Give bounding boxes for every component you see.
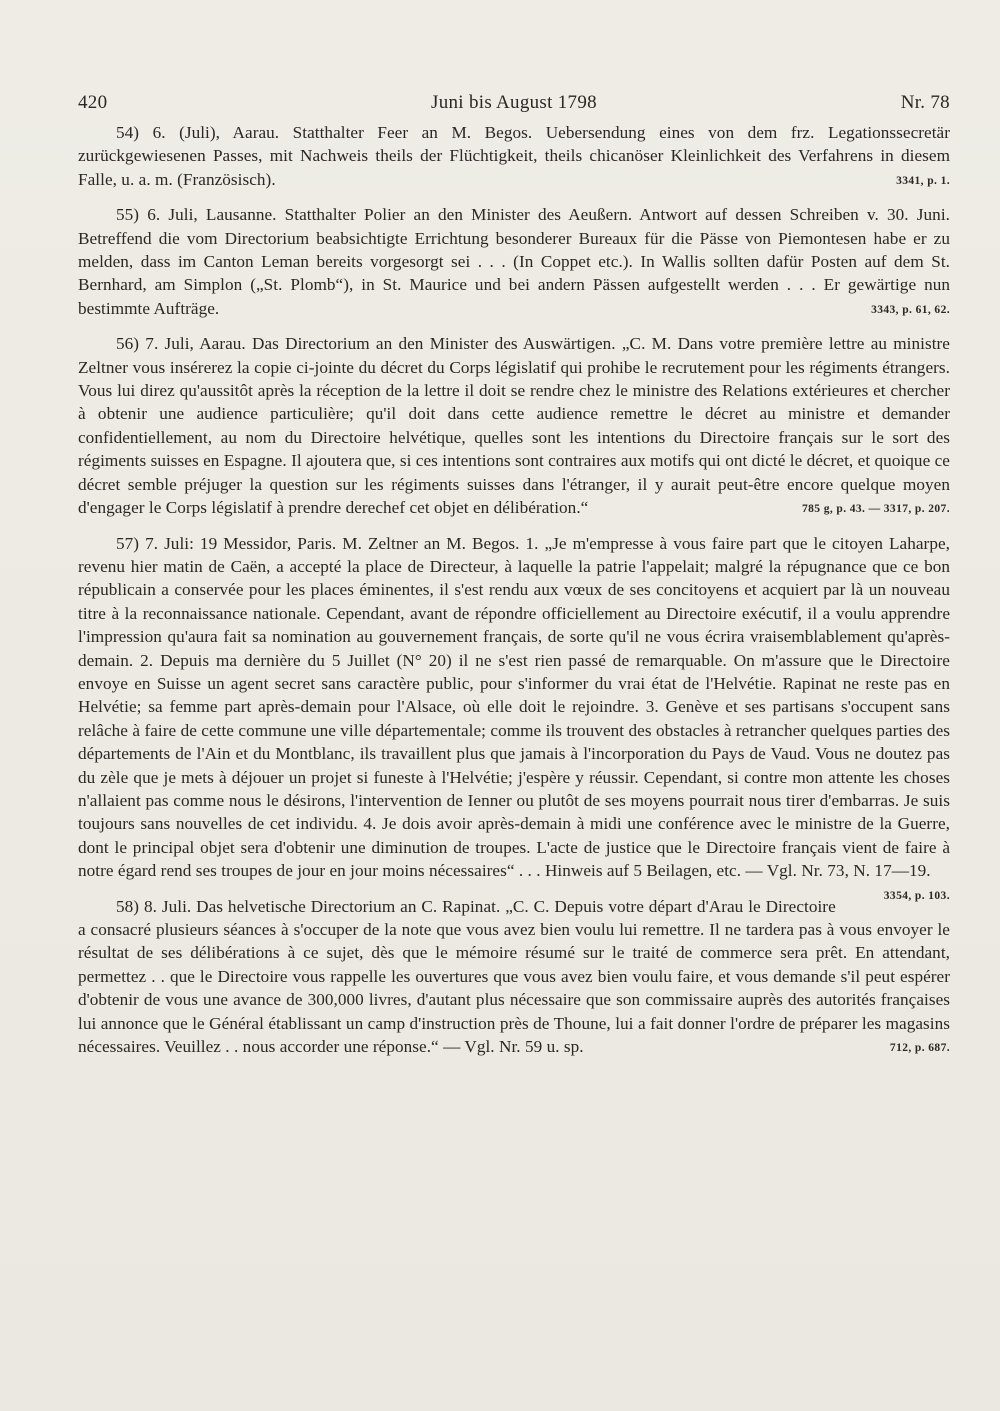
archive-reference: 3341, p. 1. [896,174,950,187]
running-title: Juni bis August 1798 [431,92,597,113]
archive-reference: 712, p. 687. [889,1042,950,1055]
entry-text: 55) 6. Juli, Lausanne. Statthalter Polier an den Minister des Aeußern. Antwort auf dessen Schreiben v. 30. Juni. Betreffend die vom Directorium beabsichtigte Errichtung besonderer Bureaux für die Pässe von Piemontesen habe er zu melden, dass im Canton Leman bereits vorgesorgt sei . . . (In Coppet etc.). In Wallis sollten dafür Posten auf dem St. Bernhard, am Simplon („St. Plomb“), in St. Maurice und bei andern Pässen aufgestellt werden . . . Er gewärtige nun bestimmte Aufträge. [78,205,950,318]
page-body [78,121,950,1070]
archive-reference: 3343, p. 61, 62. [871,303,950,316]
archive-reference: 3354, p. 103. [883,889,950,902]
entry-text: 56) 7. Juli, Aarau. Das Directorium an den Minister des Auswärtigen. „C. M. Dans votre première lettre au ministre Zeltner vous insérerez la copie ci-jointe du décret du Corps législatif qui prohibe le recrutement pour les régiments étrangers. Vous lui direz qu'aussitôt après la réception de la lettre il doit se rendre chez le ministre des Relations extérieures et chercher à obtenir une audience particulière; qu'il doit dans cette audience remettre le décret au ministre et demander confidentiellement, au nom du Directoire helvétique, quelles sont les intentions du Directoire français sur le sort des régiments suisses en Espagne. Il ajoutera que, si ces intentions sont contraires aux motifs qui ont dicté le décret, et quoique ce décret semble préjuger la question sur les régiments suisses dans l'étranger, il y aurait peut-être encore quelque moyen d'engager le Corps législatif à prendre derechef cet objet en délibération.“ [78,334,950,518]
entry-58 [78,895,950,1059]
entry-57 [78,532,950,902]
document-number: Nr. 78 [900,92,950,113]
entry-56 [78,332,950,519]
entry-text: 58) 8. Juli. Das helvetische Directorium an C. Rapinat. „C. C. Depuis votre départ d'Arau le Directoire a consacré plusieurs séances à s'occuper de la note que vous avez bien voulu lui remettre. Il ne tardera pas à vous envoyer le résultat de ses délibérations à ce sujet, dès que le mémoire résumé sur le traité de commerce sera prêt. En attendant, permettez . . que le Directoire vous rappelle les ouvertures que vous avez bien voulu faire, et vous demande s'il peut espérer d'obtenir de vous une avance de 300,000 livres, d'autant plus nécessaire que son commissaire auprès des autorités françaises lui annonce que le Général établissant un camp d'instruction près de Thoune, lui a fait donner l'ordre de préparer les magasins nécessaires. Veuillez . . nous accorder une réponse.“ — Vgl. Nr. 59 u. sp. [78,896,950,1057]
entry-55 [78,203,950,320]
entry-text: 54) 6. (Juli), Aarau. Statthalter Feer an M. Begos. Uebersendung eines von dem frz. Legationssecretär zurückgewiesenen Passes, mit Nachweis theils der Flüchtigkeit, theils chicanöser Kleinlichkeit des Verfahrens in diesem Falle, u. a. m. (Französisch). [78,123,950,189]
entry-text: 57) 7. Juli: 19 Messidor, Paris. M. Zeltner an M. Begos. 1. „Je m'empresse à vous faire part que le citoyen Laharpe, revenu hier matin de Caën, a accepté la place de Directeur, à laquelle la patrie l'appelait; malgré la répugnance que ce bon républicain a conservée pour les places éminentes, il s'est rendu aux vœux de ses concitoyens et acquiert par là un nouveau titre à la reconnaissance nationale. Cependant, avant de répondre officiellement au Directoire exécutif, il a voulu apprendre l'impression qu'aura fait sa nomination au gouvernement français, de sorte qu'il ne vous écrira vraisemblablement qu'après-demain. 2. Depuis ma dernière du 5 Juillet (N° 20) il ne s'est rien passé de remarquable. On m'assure que le Directoire envoye en Suisse un agent secret sans caractère public, pour s'informer du vrai état de l'Helvétie. Rapinat ne reste pas en Helvétie; sa femme part après-demain pour l'Alsace, où elle doit le rejoindre. 3. Genève et ses partisans s'occupent sans relâche à faire de cette commune une ville départementale; comme ils trouvent des obstacles à retrancher quelques parties des départements de l'Ain et du Montblanc, ils travaillent plus que jamais à l'incorporation du Pays de Vaud. Vous ne doutez pas du zèle que je mets à déjouer un projet si funeste à l'Helvétie; j'espère y réussir. Cependant, si contre mon attente les choses n'allaient pas comme nous le désirons, l'intervention de Ienner ou plutôt de ses moyens pourrait nous tirer d'embarras. Je suis toujours sans nouvelles de cet individu. 4. Je dois avoir après-demain à midi une conférence avec le ministre de la Guerre, dont le principal objet sera d'obtenir une diminution de troupes. L'acte de justice que le Directoire français vient de faire à notre égard rend ses troupes de jour en jour moins nécessaires“ . . . Hinweis auf 5 Beilagen, etc. — Vgl. Nr. 73, N. 17—19. [78,533,950,881]
archive-reference: 785 g, p. 43. — 3317, p. 207. [801,503,950,516]
page-number: 420 [78,92,108,113]
entry-54 [78,121,950,191]
page-header [78,92,950,118]
